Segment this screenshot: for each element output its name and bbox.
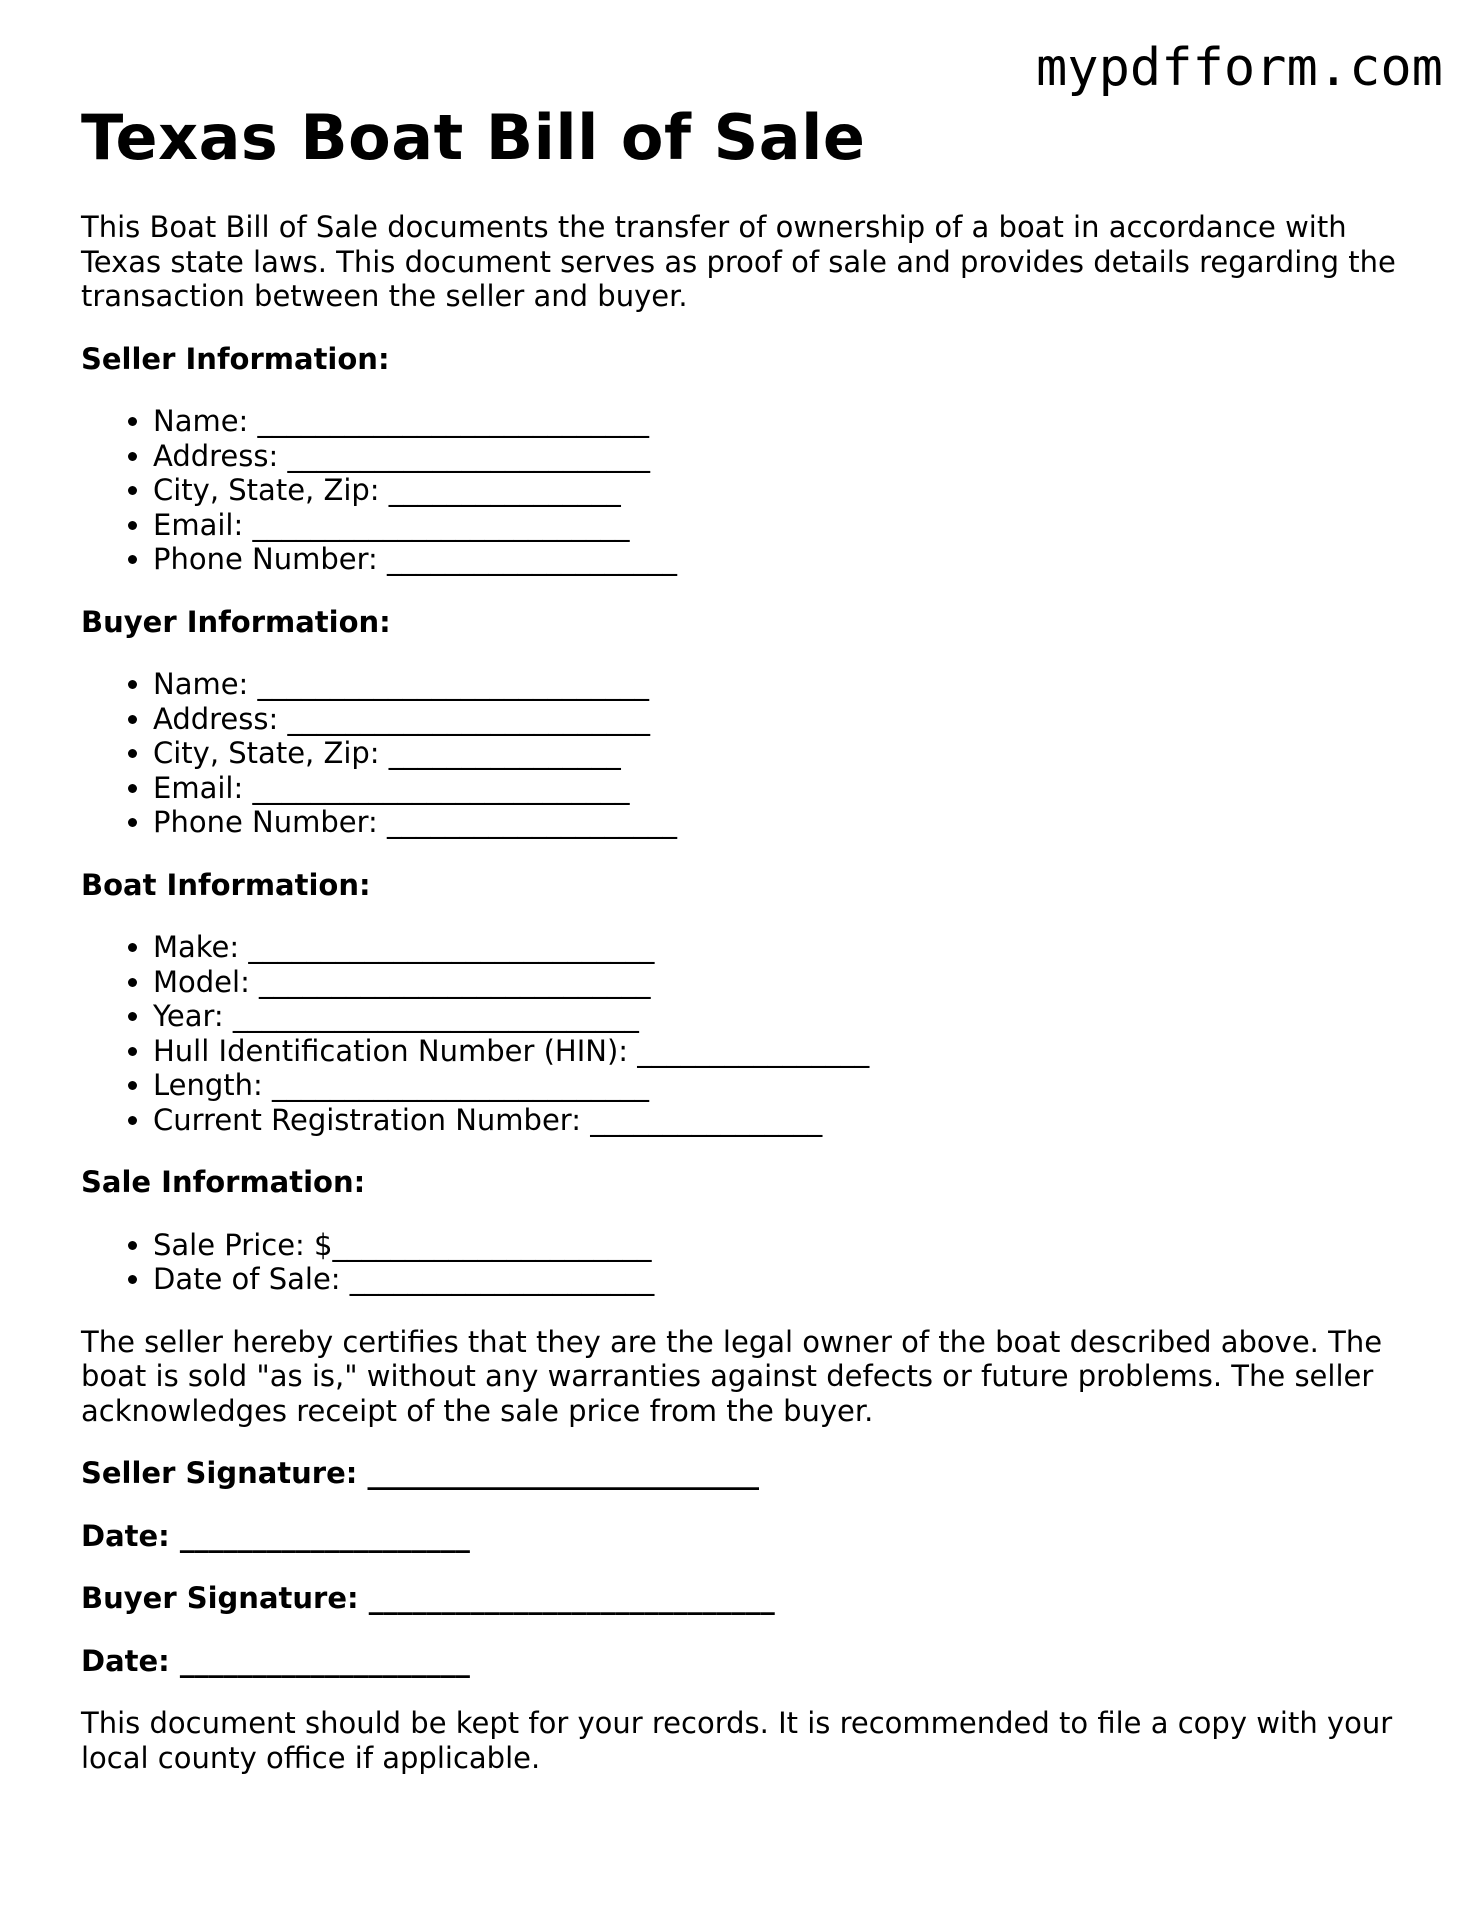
buyer-name-field[interactable]: • Name: ___________________________ xyxy=(153,667,1411,702)
buyer-phone-field[interactable]: • Phone Number: ____________________ xyxy=(153,805,1411,840)
seller-date-line[interactable]: Date: ____________________ xyxy=(81,1518,470,1553)
intro-paragraph: This Boat Bill of Sale documents the transfer of ownership of a boat in accordance with Texas state laws. This document serves as proof of sale and provides details regarding the transaction between the seller and buyer. xyxy=(81,210,1396,313)
buyer-section-heading: Buyer Information: xyxy=(81,604,391,639)
seller-name-field[interactable]: • Name: ___________________________ xyxy=(153,404,1411,439)
buyer-email-field[interactable]: • Email: __________________________ xyxy=(153,771,1411,806)
boat-year-field[interactable]: • Year: ____________________________ xyxy=(153,999,1411,1034)
seller-section-heading: Seller Information: xyxy=(81,341,390,376)
boat-length-field[interactable]: • Length: __________________________ xyxy=(153,1068,1411,1103)
document-page xyxy=(81,100,1411,1775)
boat-model-field[interactable]: • Model: ___________________________ xyxy=(153,965,1411,1000)
boat-registration-field[interactable]: • Current Registration Number: ________________ xyxy=(153,1103,1411,1138)
boat-fields-list xyxy=(81,930,1411,1137)
buyer-city-state-zip-field[interactable]: • City, State, Zip: ________________ xyxy=(153,736,1411,771)
boat-hin-field[interactable]: • Hull Identification Number (HIN): ________________ xyxy=(153,1034,1411,1069)
sale-section-heading: Sale Information: xyxy=(81,1165,366,1199)
seller-phone-field[interactable]: • Phone Number: ____________________ xyxy=(153,542,1411,577)
buyer-date-line[interactable]: Date: ____________________ xyxy=(81,1643,470,1678)
sale-date-field[interactable]: • Date of Sale: _____________________ xyxy=(153,1262,1411,1297)
page-title: Texas Boat Bill of Sale xyxy=(81,101,866,174)
seller-email-field[interactable]: • Email: __________________________ xyxy=(153,508,1411,543)
seller-address-field[interactable]: • Address: _________________________ xyxy=(153,439,1411,474)
boat-section-heading: Boat Information: xyxy=(81,867,371,902)
buyer-fields-list xyxy=(81,667,1411,840)
buyer-address-field[interactable]: • Address: _________________________ xyxy=(153,702,1411,737)
seller-fields-list xyxy=(81,404,1411,577)
sale-fields-list xyxy=(81,1228,1411,1297)
boat-make-field[interactable]: • Make: ____________________________ xyxy=(153,930,1411,965)
sale-price-field[interactable]: • Sale Price: $______________________ xyxy=(153,1228,1411,1263)
footer-paragraph: This document should be kept for your records. It is recommended to file a copy with your local county office if applicable. xyxy=(81,1706,1393,1775)
buyer-signature-line[interactable]: Buyer Signature: ____________________________ xyxy=(81,1581,775,1615)
seller-city-state-zip-field[interactable]: • City, State, Zip: ________________ xyxy=(153,473,1411,508)
certification-paragraph: The seller hereby certifies that they are the legal owner of the boat described above. The boat is sold "as is," without any warranties against defects or future problems. The seller acknowledges receipt of the sale price from the buyer. xyxy=(81,1324,1383,1428)
watermark: mypdfform.com xyxy=(1036,38,1443,98)
seller-signature-line[interactable]: Seller Signature: ___________________________ xyxy=(81,1456,759,1490)
